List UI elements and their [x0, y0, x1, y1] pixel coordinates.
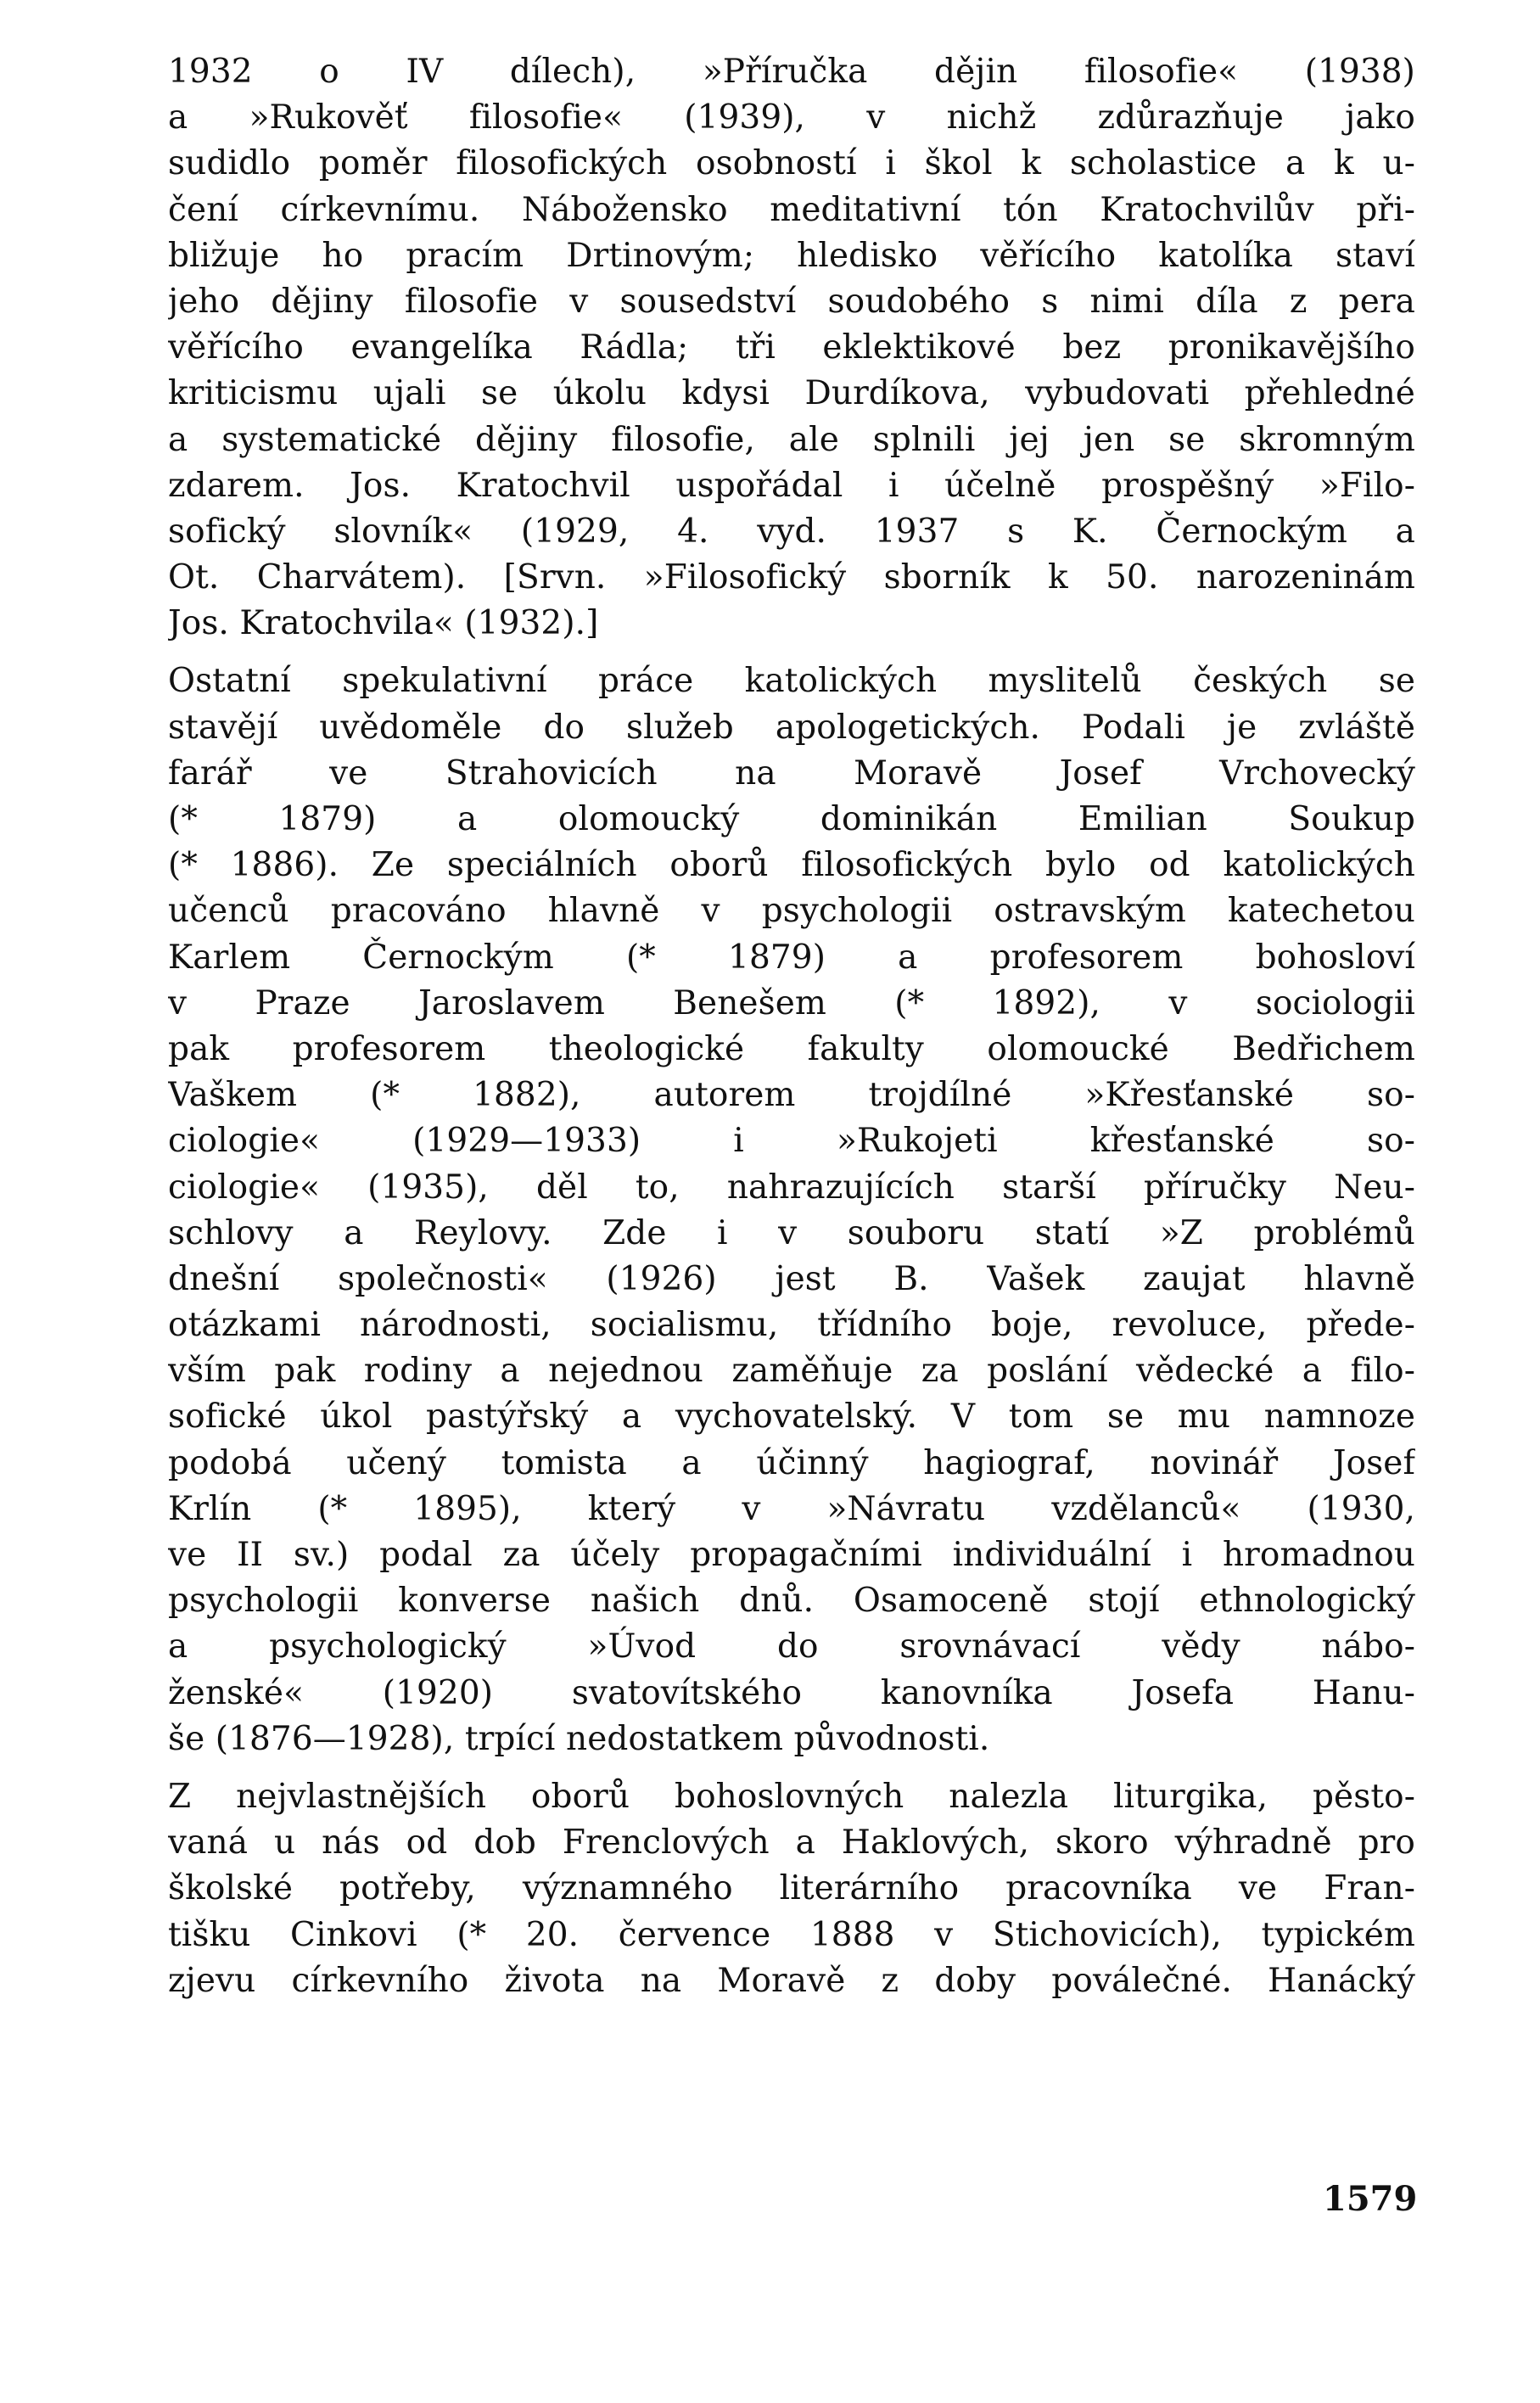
text-line: Karlem Černockým (* 1879) a profesorem bohosloví [168, 938, 1415, 977]
text-line: věřícího evangelíka Rádla; tři eklektikové bez pronikavějšího [168, 328, 1415, 367]
text-line: sudidlo poměr filosofických osobností i škol k scholastice a k u- [168, 144, 1415, 183]
text-line: tišku Cinkovi (* 20. července 1888 v Stichovicích), typickém [168, 1915, 1415, 1954]
text-line: farář ve Strahovicích na Moravě Josef Vrchovecký [168, 753, 1415, 793]
page-number: 1579 [1323, 2179, 1418, 2219]
text-line: jeho dějiny filosofie v sousedství soudobého s nimi díla z pera [168, 282, 1415, 321]
text-line: učenců pracováno hlavně v psychologii ostravským katechetou [168, 892, 1415, 931]
paragraph-gap [168, 647, 1415, 658]
text-line: ciologie« (1929—1933) i »Rukojeti křesťanské so- [168, 1122, 1415, 1161]
text-line: vaná u nás od dob Frenclových a Haklových, skoro výhradně pro [168, 1823, 1415, 1862]
text-line: čení církevnímu. Nábožensko meditativní tón Kratochvilův při- [168, 190, 1415, 229]
text-line: schlovy a Reylovy. Zde i v souboru statí »Z problémů [168, 1213, 1415, 1252]
text-line: ciologie« (1935), děl to, nahrazujících starší příručky Neu- [168, 1168, 1415, 1207]
text-line: zdarem. Jos. Kratochvil uspořádal i účelně prospěšný »Filo- [168, 466, 1415, 505]
text-line: Vaškem (* 1882), autorem trojdílné »Křesťanské so- [168, 1076, 1415, 1115]
text-line: (* 1886). Ze speciálních oborů filosofických bylo od katolických [168, 846, 1415, 885]
text-line: a »Rukověť filosofie« (1939), v nichž zdůrazňuje jako [168, 98, 1415, 137]
text-line: psychologii konverse našich dnů. Osamoceně stojí ethnologický [168, 1582, 1415, 1621]
text-column [168, 49, 1415, 2004]
text-line: a psychologický »Úvod do srovnávací vědy nábo- [168, 1627, 1415, 1666]
text-line: zjevu církevního života na Moravě z doby poválečné. Hanácký [168, 1961, 1415, 2000]
text-line: ve II sv.) podal za účely propagačními individuální i hromadnou [168, 1536, 1415, 1574]
paragraph-3 [168, 1774, 1415, 2004]
text-line: Ot. Charvátem). [Srvn. »Filosofický sborník k 50. narozeninám [168, 558, 1415, 597]
text-line: Z nejvlastnějších oborů bohoslovných nalezla liturgika, pěsto- [168, 1777, 1415, 1816]
text-line: ženské« (1920) svatovítského kanovníka Josefa Hanu- [168, 1673, 1415, 1712]
text-line: bližuje ho pracím Drtinovým; hledisko věřícího katolíka staví [168, 236, 1415, 275]
paragraph-gap [168, 1762, 1415, 1774]
text-line: 1932 o IV dílech), »Příručka dějin filosofie« (1938) [168, 53, 1415, 91]
text-line: dnešní společnosti« (1926) jest B. Vašek zaujat hlavně [168, 1259, 1415, 1298]
text-line: školské potřeby, významného literárního pracovníka ve Fran- [168, 1869, 1415, 1908]
text-line: sofický slovník« (1929, 4. vyd. 1937 s K. Černockým a [168, 512, 1415, 551]
text-line: vším pak rodiny a nejednou zaměňuje za poslání vědecké a filo- [168, 1352, 1415, 1391]
text-line: pak profesorem theologické fakulty olomoucké Bedřichem [168, 1029, 1415, 1068]
text-line: (* 1879) a olomoucký dominikán Emilian Soukup [168, 800, 1415, 838]
paragraph-2 [168, 658, 1415, 1762]
text-line: Krlín (* 1895), který v »Návratu vzdělanců« (1930, [168, 1489, 1415, 1528]
text-line: sofické úkol pastýřský a vychovatelský. V tom se mu namnoze [168, 1398, 1415, 1437]
text-line: a systematické dějiny filosofie, ale splnili jej jen se skromným [168, 420, 1415, 459]
text-line: otázkami národnosti, socialismu, třídního boje, revoluce, přede- [168, 1306, 1415, 1345]
text-line: še (1876—1928), trpící nedostatkem původnosti. [168, 1719, 990, 1758]
text-line: Jos. Kratochvila« (1932).] [168, 604, 599, 643]
text-line: v Praze Jaroslavem Benešem (* 1892), v sociologii [168, 983, 1415, 1022]
text-line: podobá učený tomista a účinný hagiograf, novinář Josef [168, 1443, 1415, 1482]
text-line: kriticismu ujali se úkolu kdysi Durdíkova, vybudovati přehledné [168, 374, 1415, 413]
text-line: Ostatní spekulativní práce katolických myslitelů českých se [168, 662, 1415, 701]
paragraph-1 [168, 49, 1415, 647]
text-line: stavějí uvědoměle do služeb apologetických. Podali je zvláště [168, 708, 1415, 747]
